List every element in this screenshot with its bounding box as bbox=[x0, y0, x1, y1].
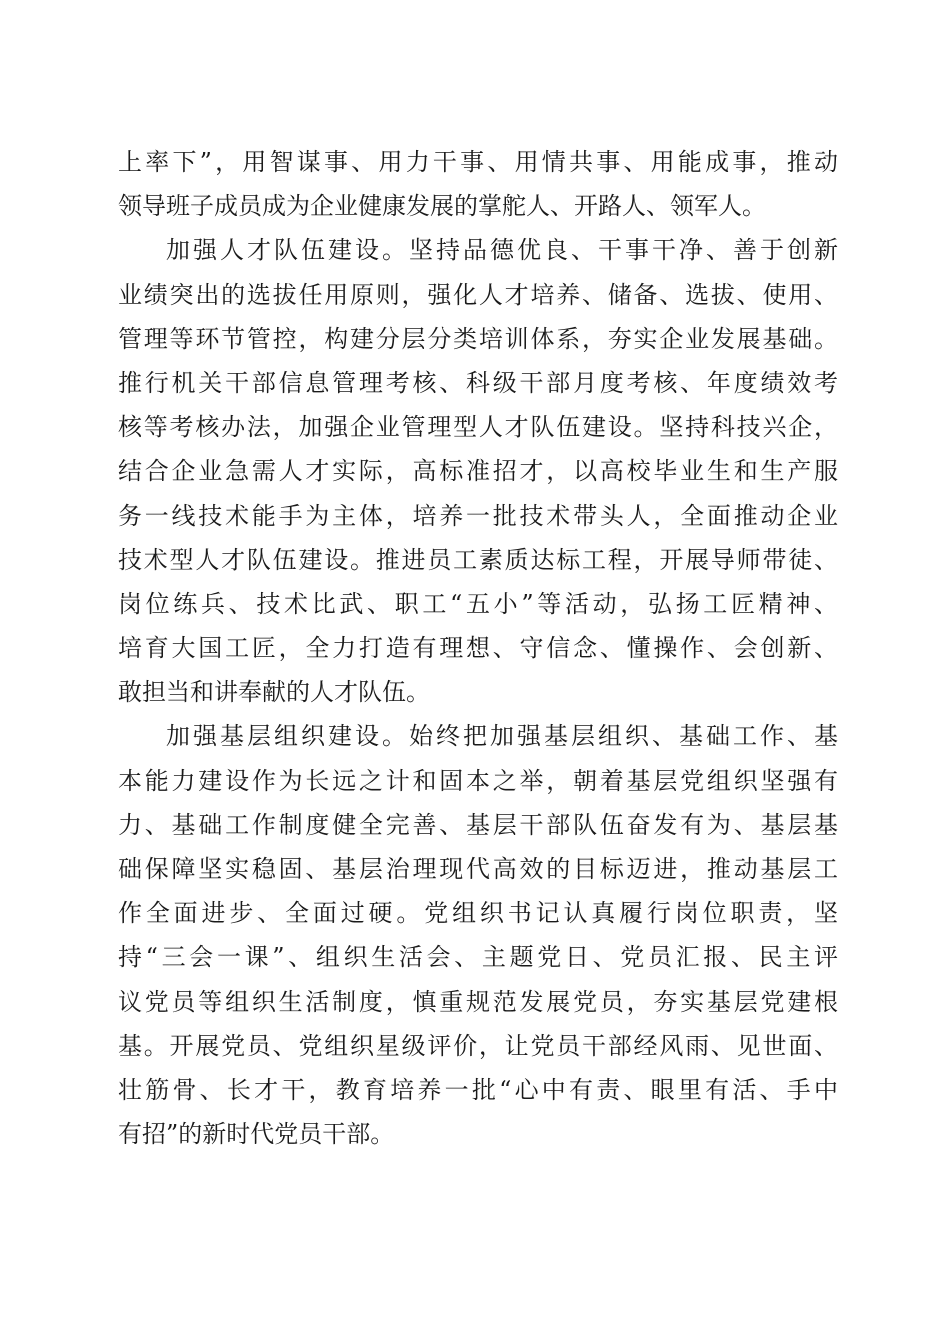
text-line: 推行机关干部信息管理考核、科级干部月度考核、年度绩效考 bbox=[118, 368, 838, 397]
text-line: 基。开展党员、党组织星级评价，让党员干部经风雨、见世面、 bbox=[118, 1031, 838, 1060]
paragraph-first-line: 加强人才队伍建设。坚持品德优良、干事干净、善于创新 bbox=[166, 236, 838, 265]
text-line: 力、基础工作制度健全完善、基层干部队伍奋发有为、基层基 bbox=[118, 810, 838, 839]
text-line: 领导班子成员成为企业健康发展的掌舵人、开路人、领军人。 bbox=[118, 192, 766, 221]
text-line: 议党员等组织生活制度，慎重规范发展党员，夯实基层党建根 bbox=[118, 987, 838, 1016]
paragraph-first-line: 加强基层组织建设。始终把加强基层组织、基础工作、基 bbox=[166, 722, 838, 751]
text-line: 敢担当和讲奉献的人才队伍。 bbox=[118, 678, 430, 707]
text-line: 础保障坚实稳固、基层治理现代高效的目标迈进，推动基层工 bbox=[118, 855, 838, 883]
text-line: 持“三会一课”、组织生活会、主题党日、党员汇报、民主评 bbox=[118, 943, 838, 972]
text-line: 管理等环节管控，构建分层分类培训体系，夯实企业发展基础。 bbox=[118, 324, 838, 353]
text-line: 业绩突出的选拔任用原则，强化人才培养、储备、选拔、使用、 bbox=[118, 280, 838, 309]
text-line: 技术型人才队伍建设。推进员工素质达标工程，开展导师带徒、 bbox=[118, 545, 838, 574]
text-line: 有招”的新时代党员干部。 bbox=[118, 1120, 395, 1149]
text-line: 本能力建设作为长远之计和固本之举，朝着基层党组织坚强有 bbox=[118, 766, 838, 795]
text-line: 务一线技术能手为主体，培养一批技术带头人，全面推动企业 bbox=[118, 501, 838, 530]
text-line: 壮筋骨、长才干，教育培养一批“心中有责、眼里有活、手中 bbox=[118, 1075, 838, 1104]
text-line: 核等考核办法，加强企业管理型人才队伍建设。坚持科技兴企， bbox=[118, 413, 838, 442]
text-line: 上率下”，用智谋事、用力干事、用情共事、用能成事，推动 bbox=[118, 148, 838, 176]
text-line: 结合企业急需人才实际，高标准招才，以高校毕业生和生产服 bbox=[118, 457, 838, 486]
text-line: 岗位练兵、技术比武、职工“五小”等活动，弘扬工匠精神、 bbox=[118, 589, 838, 618]
body-text bbox=[118, 140, 838, 1156]
text-line: 培育大国工匠，全力打造有理想、守信念、懂操作、会创新、 bbox=[118, 634, 838, 663]
text-line: 作全面进步、全面过硬。党组织书记认真履行岗位职责，坚 bbox=[118, 899, 838, 928]
